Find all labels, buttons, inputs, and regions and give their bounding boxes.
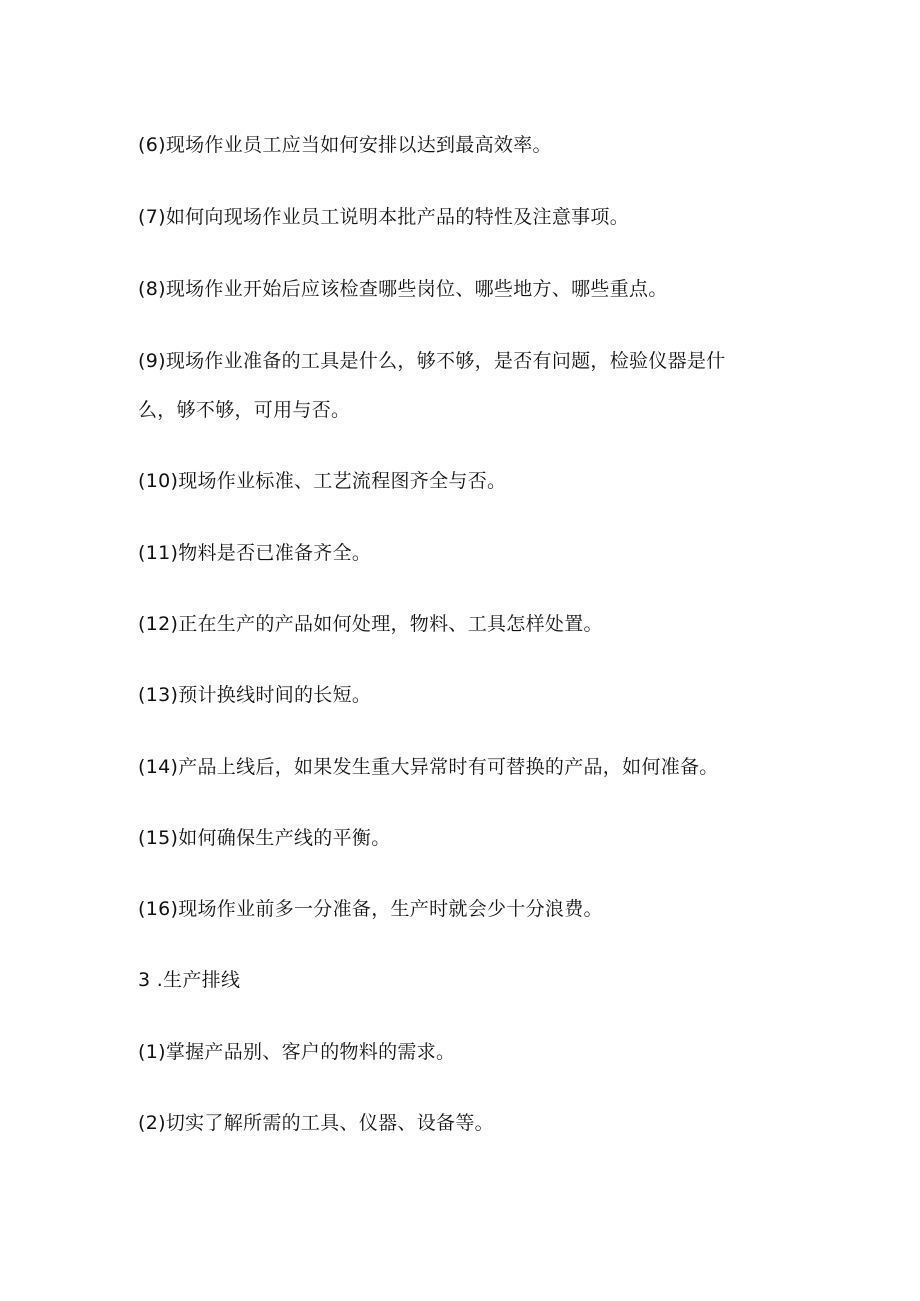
paragraph-item-10: (10)现场作业标准、工艺流程图齐全与否。: [138, 470, 507, 492]
paragraph-item-13: (13)预计换线时间的长短。: [138, 684, 372, 706]
paragraph-item-12: (12)正在生产的产品如何处理，物料、工具怎样处置。: [138, 613, 603, 635]
paragraph-item-11: (11)物料是否已准备齐全。: [138, 542, 372, 564]
paragraph-item-16: (16)现场作业前多一分准备，生产时就会少十分浪费。: [138, 898, 603, 920]
paragraph-item-9-continued: 么，够不够，可用与否。: [138, 399, 351, 421]
paragraph-item-6: (6)现场作业员工应当如何安排以达到最高效率。: [138, 134, 552, 156]
paragraph-item-14: (14)产品上线后，如果发生重大异常时有可替换的产品，如何准备。: [138, 756, 719, 778]
section-item-2: (2)切实了解所需的工具、仪器、设备等。: [138, 1112, 494, 1134]
paragraph-item-9: (9)现场作业准备的工具是什么，够不够，是否有问题，检验仪器是什: [138, 350, 726, 372]
section-heading: 3 .生产排线: [138, 969, 241, 991]
paragraph-item-8: (8)现场作业开始后应该检查哪些岗位、哪些地方、哪些重点。: [138, 278, 668, 300]
paragraph-item-7: (7)如何向现场作业员工说明本批产品的特性及注意事项。: [138, 206, 630, 228]
section-item-1: (1)掌握产品别、客户的物料的需求。: [138, 1041, 456, 1063]
paragraph-item-15: (15)如何确保生产线的平衡。: [138, 827, 391, 849]
